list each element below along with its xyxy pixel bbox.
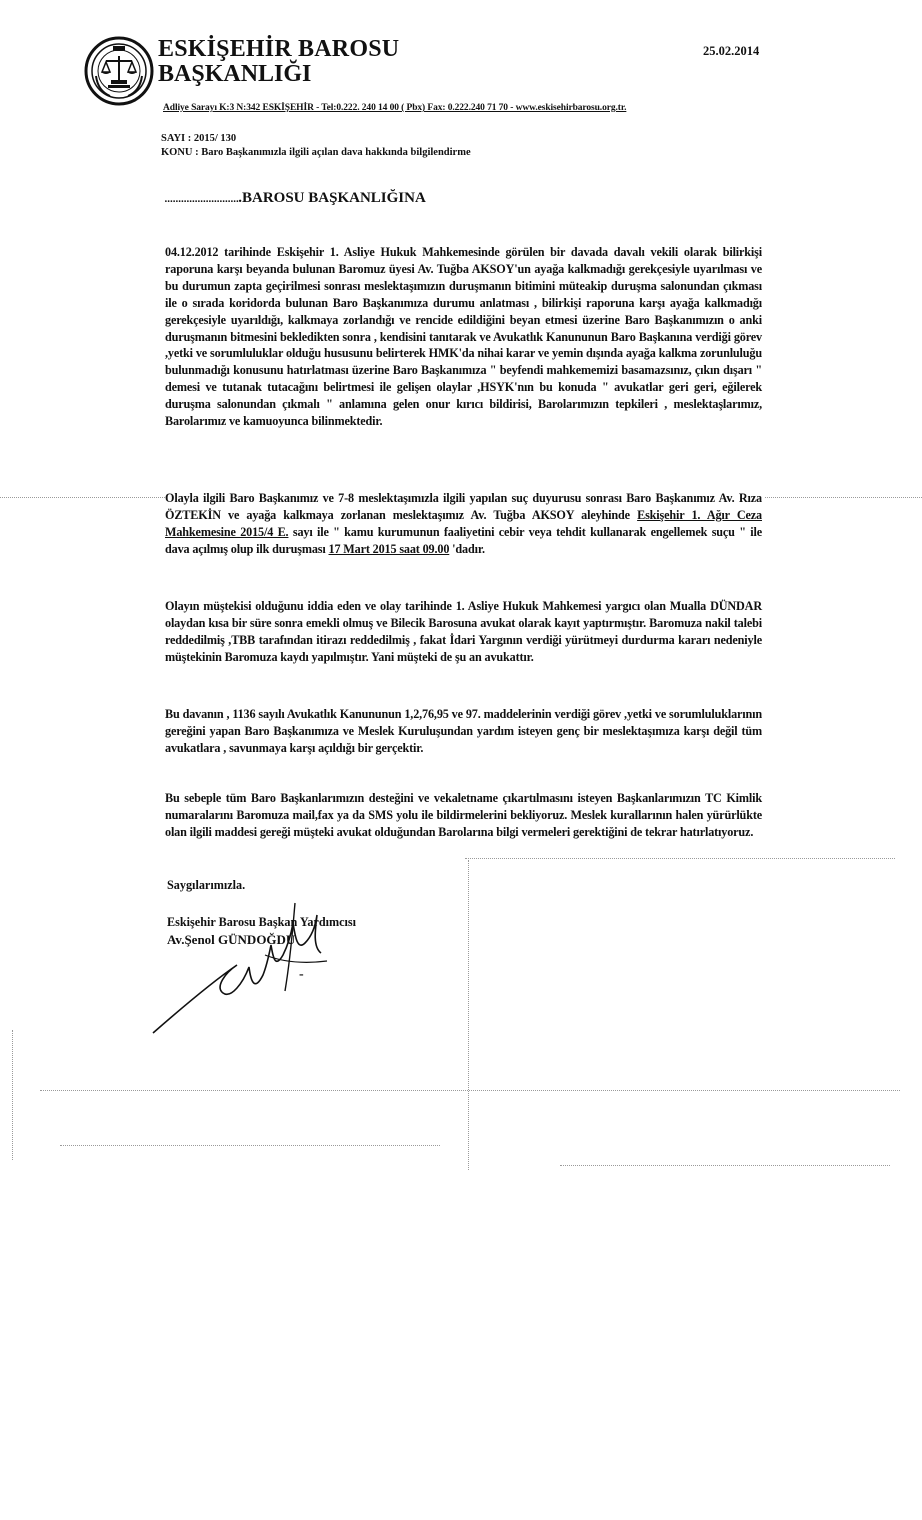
paragraph-3: Olayın müştekisi olduğunu iddia eden ve olay tarihinde 1. Asliye Hukuk Mahkemesi yargıcı olan Mualla DÜNDAR olaydan kısa bir süre sonra emekli olmuş ve Bilecik Barosuna avukat olarak kayıt yaptırmıştır. Baromuza nakil talebi reddedilmiş ,TBB tarafından itirazı reddedilmiş , fakat İdari Yargının verdiği yürütmeyi durdurma kararı nedeniyle müştekinin Baromuza kaydı yapılmıştır. Yani müşteki de şu an avukattır. [165,599,762,664]
scan-artifact-line [468,860,469,1170]
paragraph-2-text-a: Olayla ilgili Baro Başkanımız ve 7-8 meslektaşımızla ilgili yapılan suç duyurusu sonrası Baro Başkanımız Av. Rıza ÖZTEKİN ve ayağa kalkmaya zorlanan meslektaşımız Av. Tuğba AKSOY aleyhinde [165,491,762,522]
court-case-reference: Eskişehir 1. Ağır Ceza Mahkemesine 2015/4 E. [165,507,762,539]
scan-artifact-line [0,497,165,498]
recipient-line [164,190,426,207]
paragraph-2-text-c: 'dadır. [449,541,485,556]
paragraph-4: Bu davanın , 1136 sayılı Avukatlık Kanununun 1,2,76,95 ve 97. maddelerinin verdiği görev ,yetki ve sorumluluklarının gereğini yapan Baro Başkanımıza ve Meslek Kuruluşundan yardım isteyen genç bir meslektaşımıza karşı değil tüm avukatlara , savunmaya karşı açıldığı bir gerçektir. [165,707,762,755]
hearing-date: 17 Mart 2015 saat 09.00 [328,541,450,556]
scan-artifact-line [465,858,895,859]
closing-greeting: Saygılarımızla. [167,878,246,892]
subject-label: KONU [161,147,193,158]
scan-artifact-line [765,497,922,498]
signature-dash: - [299,967,304,982]
reference-number [161,133,236,144]
paragraph-2 [165,490,762,558]
scan-artifact-line [12,1030,13,1160]
reference-number-value: : 2015/ 130 [187,133,237,144]
recipient-dots: ........................... [164,190,239,206]
signer-title: Eskişehir Barosu Başkan Yardımcısı [167,915,357,929]
scan-artifact-line [60,1145,440,1146]
paragraph-5: Bu sebeple tüm Baro Başkanlarımızın desteğini ve vekaletname çıkartılmasını isteyen Başkanlarımızın TC Kimlik numaralarını Baromuza mail,fax ya da SMS yolu ile bildirmelerini bekliyoruz. Meslek kurallarının halen yürürlükte olan ilgili maddesi gereği müşteki avukat olduğundan Barolarına bilgi vermeleri gerektiğini de tekrar hatırlatıyoruz. [165,791,762,839]
organization-subtitle: BAŞKANLIĞI [158,61,312,87]
recipient-text: .BAROSU BAŞKANLIĞINA [238,190,426,206]
scan-artifact-line [560,1165,890,1166]
scan-artifact-line [40,1090,900,1091]
letterhead-address: Adliye Sarayı K:3 N:342 ESKİŞEHİR - Tel:0.222. 240 14 00 ( Pbx) Fax: 0.222.240 71 70 - www.eskisehirbarosu.org.tr. [163,103,627,113]
organization-name: ESKİŞEHİR BAROSU [158,36,400,62]
bar-association-seal-icon [84,36,154,106]
handwritten-signature-icon [145,895,335,1045]
signer-name: Av.Şenol GÜNDOĞDU [167,932,296,947]
paragraph-1: 04.12.2012 tarihinde Eskişehir 1. Asliye Hukuk Mahkemesinde görülen bir davada davalı vekili olarak bilirkişi raporuna karşı beyanda bulunan Baromuz üyesi Av. Tuğba AKSOY'un ayağa kalkmadığı gerekçesiyle uyarılması ve bu durumun zapta geçirilmesi sonrası meslektaşımızın duruşmanın bitimini müteakip duruşma salonundan çıkması ile o sırada koridorda bulunan Baro Başkanımıza durumu anlatması , bilirkişi raporuna karşı ayağa kalkmadığı gerekçesiyle uyarıldığı, kalkmaya zorlandığı ve rencide edildiğini beyan etmesi üzerine Baro Başkanımızın o anki duruşmanın bitmesini bekledikten sonra , kendisini tanıtarak ve Avukatlık Kanununun Baro Başkanına verdiği görev ,yetki ve sorumluluklar olduğu hususunu belirterek HMK'da nihai karar ve yemin dışında ayağa kalkma zorunluluğu bulunmadığı konusunu hatırlatması üzerine Baro Başkanımıza " beyfendi mahkememizi basamazsınız, çıkın dışarı " demesi ve tutanak tutacağını belirtmesi ile gelişen olaylar ,HSYK'nın bu konuda " avukatlar geri geri, eğilerek duruşma salonundan çıkmalı " anlamına gelen onur kırıcı bildirisi, Barolarımızın tepkileri , meslektaşlarımız, Barolarımız ve kamuoyunca bilinmektedir. [165,245,762,429]
subject-value: : Baro Başkanımızla ilgili açılan dava hakkında bilgilendirme [195,147,471,158]
letter-date: 25.02.2014 [703,44,760,58]
paragraph-2-text-b: sayı ile " kamu kurumunun faaliyetini cebir veya tehdit kullanarak engellemek suçu " ile dava açılmış olup ilk duruşması [165,524,762,556]
reference-number-label: SAYI [161,133,186,144]
subject-line [161,147,471,158]
